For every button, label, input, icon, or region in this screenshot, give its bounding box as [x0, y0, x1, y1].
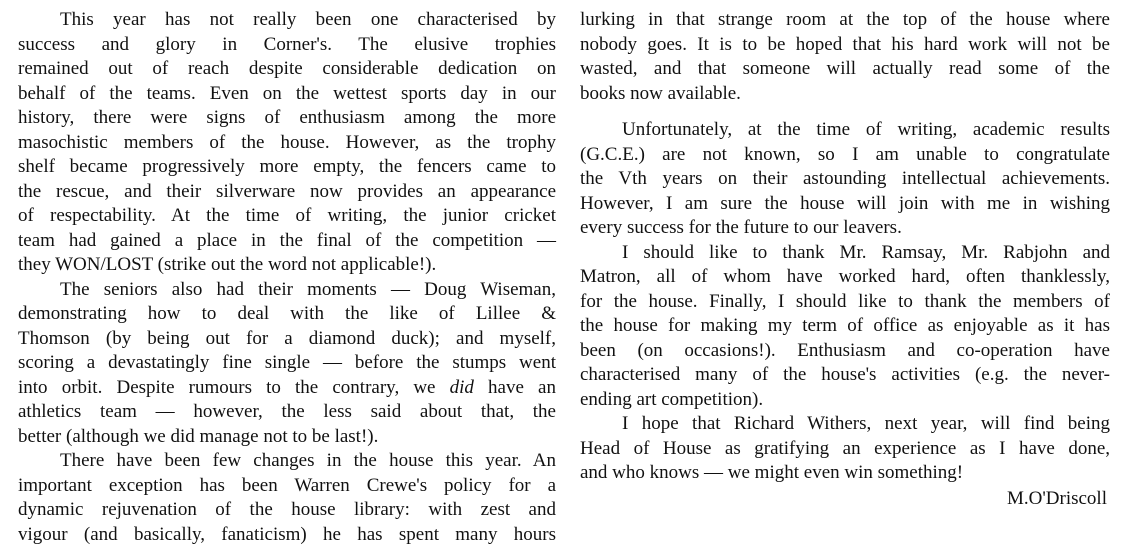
text-line: better (although we did manage not to be last!). — [18, 425, 556, 450]
text-line: behalf of the teams. Even on the wettest sports day in our — [18, 82, 556, 107]
text-line: Unfortunately, at the time of writing, academic results — [580, 118, 1110, 143]
text-line: the Vth years on their astounding intellectual achievements. — [580, 167, 1110, 192]
paragraph-gap — [580, 106, 1110, 118]
text-line: scoring a devastatingly fine single — before the stumps went — [18, 351, 556, 376]
text-line: books now available. — [580, 82, 1110, 107]
text-line: the rescue, and their silverware now provides an appearance — [18, 180, 556, 205]
text-line: characterised many of the house's activities (e.g. the never- — [580, 363, 1110, 388]
left-column — [18, 8, 556, 547]
text-line: There have been few changes in the house this year. An — [18, 449, 556, 474]
text-line: remained out of reach despite considerable dedication on — [18, 57, 556, 82]
text-line: team had gained a place in the final of the competition — — [18, 229, 556, 254]
text-line: history, there were signs of enthusiasm among the more — [18, 106, 556, 131]
text-fragment: into orbit. Despite rumours to the contrary, we — [18, 377, 450, 398]
text-line: lurking in that strange room at the top of the house where — [580, 8, 1110, 33]
text-line: dynamic rejuvenation of the house library: with zest and — [18, 498, 556, 523]
author-signature: M.O'Driscoll — [1007, 487, 1107, 511]
text-line: nobody goes. It is to be hoped that his hard work will not be — [580, 33, 1110, 58]
text-line: of respectability. At the time of writing, the junior cricket — [18, 204, 556, 229]
text-line: ending art competition). — [580, 388, 1110, 413]
text-line: shelf became progressively more empty, the fencers came to — [18, 155, 556, 180]
text-line: they WON/LOST (strike out the word not applicable!). — [18, 253, 556, 278]
text-line: athletics team — however, the less said about that, the — [18, 400, 556, 425]
text-line: masochistic members of the house. However, as the trophy — [18, 131, 556, 156]
text-line: for the house. Finally, I should like to thank the members of — [580, 290, 1110, 315]
text-line: (G.C.E.) are not known, so I am unable to congratulate — [580, 143, 1110, 168]
text-line: Head of House as gratifying an experience as I have done, — [580, 437, 1110, 462]
text-line: I hope that Richard Withers, next year, will find being — [580, 412, 1110, 437]
text-line-with-emphasis — [18, 376, 556, 401]
text-line: Matron, all of whom have worked hard, often thanklessly, — [580, 265, 1110, 290]
text-line: However, I am sure the house will join with me in wishing — [580, 192, 1110, 217]
text-line: every success for the future to our leavers. — [580, 216, 1110, 241]
text-line: I should like to thank Mr. Ramsay, Mr. Rabjohn and — [580, 241, 1110, 266]
text-line: wasted, and that someone will actually read some of the — [580, 57, 1110, 82]
text-line: Thomson (by being out for a diamond duck); and myself, — [18, 327, 556, 352]
text-line: been (on occasions!). Enthusiasm and co-operation have — [580, 339, 1110, 364]
text-line: This year has not really been one characterised by — [18, 8, 556, 33]
text-line: success and glory in Corner's. The elusive trophies — [18, 33, 556, 58]
text-line: vigour (and basically, fanaticism) he has spent many hours — [18, 523, 556, 547]
text-line: The seniors also had their moments — Doug Wiseman, — [18, 278, 556, 303]
text-line: and who knows — we might even win something! — [580, 461, 1110, 486]
emphasis-did: did — [450, 377, 474, 398]
right-column — [580, 8, 1110, 486]
text-fragment: have an — [474, 377, 556, 398]
text-line: the house for making my term of office as enjoyable as it has — [580, 314, 1110, 339]
text-line: demonstrating how to deal with the like of Lillee & — [18, 302, 556, 327]
text-line: important exception has been Warren Crewe's policy for a — [18, 474, 556, 499]
